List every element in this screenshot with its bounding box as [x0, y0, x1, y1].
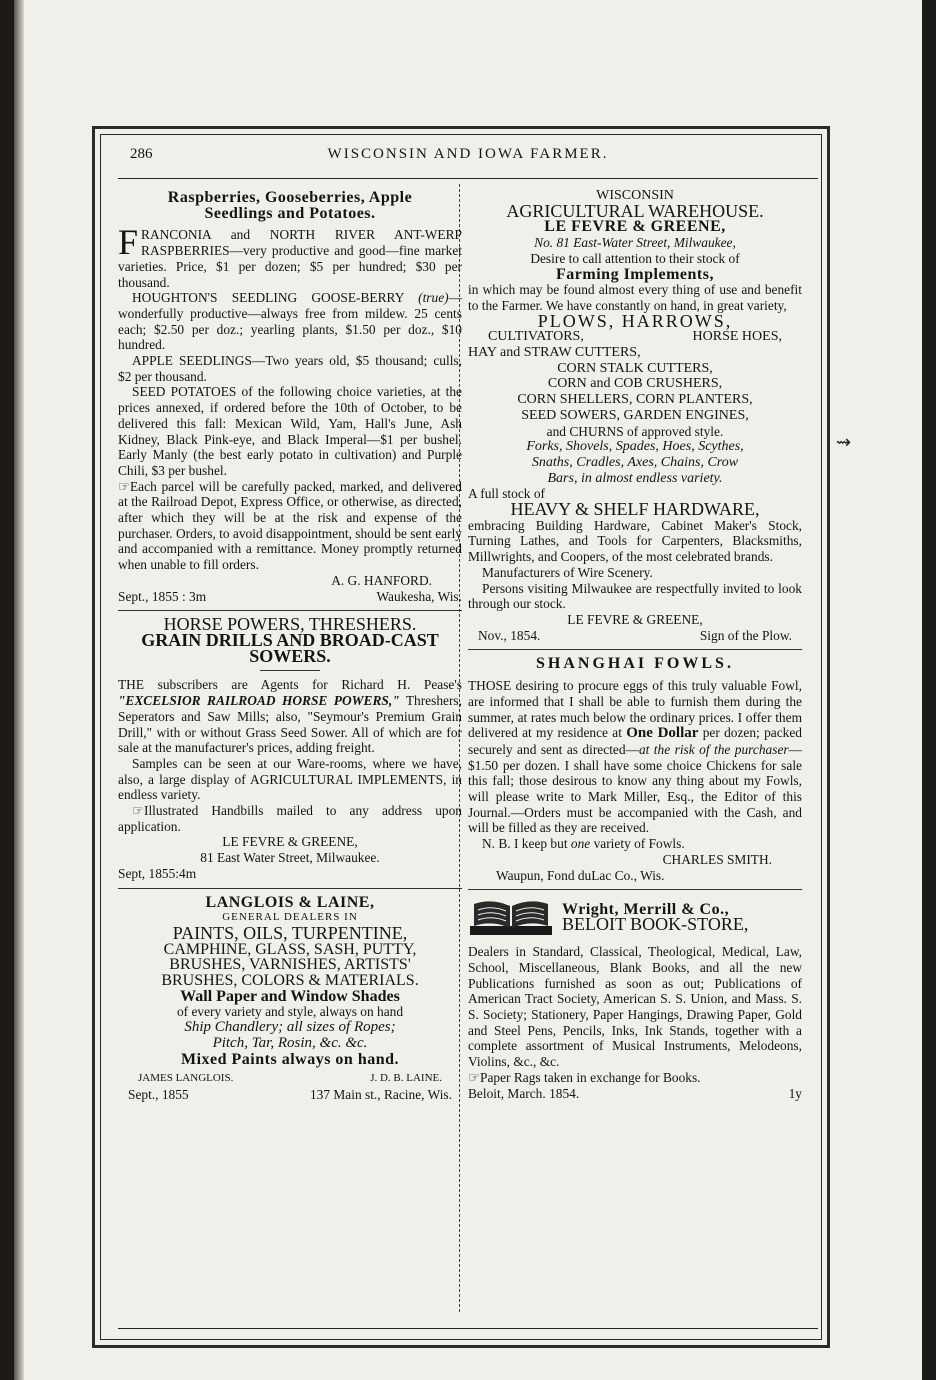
ad-line: CORN and COB CRUSHERS, — [547, 376, 723, 392]
short-rule — [260, 670, 320, 671]
ad-signer: A. G. HANFORD. — [331, 572, 432, 588]
ad-footer — [468, 628, 802, 644]
text-run: Threshers, Seperators and Saw Mills; also, "Seymour's Premium Grain Drill," with or without Grass Seed Sower. All of which are for sale at the manufacturer's prices, adding freight. — [118, 693, 462, 756]
ad-date: Sept., 1855 — [128, 1086, 189, 1102]
ad-date: Sept., 1855 : 3m — [118, 588, 207, 604]
page-header — [118, 146, 818, 168]
ad-footer — [118, 1087, 462, 1103]
ad-line: Forks, Shovels, Spades, Hoes, Scythes, — [526, 439, 744, 455]
ad-store: BELOIT BOOK-STORE, — [562, 914, 749, 935]
ad-masthead-text — [562, 902, 748, 933]
ad-line — [468, 329, 802, 345]
ad-paragraph: ☞Each parcel will be carefully packed, marked, and delivered at the Railroad Depot, Express Office, or otherwise, as directed, after which they will be at the risk and expense of the purchaser. Orders, to avoid disappointment, should be sent early and accompanied with a remittance. Money promptly returned when unable to fill orders. — [118, 478, 462, 573]
ad-line: Desire to call attention to their stock of — [530, 250, 740, 266]
ad-paragraph: embracing Building Hardware, Cabinet Maker's Stock, Turning Lathes, and Tools for Carpenters, Blacksmiths, Millwrights, and Coopers, of the most celebrated brands. — [468, 517, 802, 565]
ad-heading: GRAIN DRILLS AND BROAD-CAST SOWERS. — [141, 629, 439, 666]
bottom-rule — [118, 1328, 818, 1329]
ad-paragraph: APPLE SEEDLINGS—Two years old, $5 thousand; culls, $2 per thousand. — [118, 353, 462, 384]
ad-line: Pitch, Tar, Rosin, &c. &c. — [212, 1034, 368, 1051]
running-title: WISCONSIN AND IOWA FARMER. — [327, 146, 609, 162]
ad-signer: LE FEVRE & GREENE, — [222, 834, 358, 850]
ad-address: 81 East Water Street, Milwaukee. — [200, 850, 380, 866]
text-run: (true) — [418, 290, 449, 306]
ad-footer — [118, 589, 462, 605]
ad-place: Waupun, Fond duLac Co., Wis. — [496, 867, 665, 883]
text-run: at the risk of the purchaser — [638, 741, 789, 757]
ad-signer: CHARLES SMITH. — [662, 851, 772, 867]
ad-date: Nov., 1854. — [478, 627, 541, 643]
ad-firm: LE FEVRE & GREENE, — [544, 218, 726, 236]
ad-line: HAY and STRAW CUTTERS, — [468, 345, 641, 361]
ad-heading: Seedlings and Potatoes. — [204, 204, 376, 222]
ad-place: Waukesha, Wis. — [376, 588, 462, 604]
ad-line: Wall Paper and Window Shades — [180, 987, 400, 1005]
header-rule — [118, 178, 818, 179]
ad-separator — [468, 649, 802, 650]
ad-line: BRUSHES, VARNISHES, ARTISTS' — [169, 956, 411, 974]
text-run: THE subscribers are Agents for Richard H. Pease's — [118, 677, 462, 693]
ad-shanghai — [468, 656, 802, 883]
text-run: One Dollar — [626, 725, 699, 742]
text-run: one — [570, 836, 591, 852]
ad-line: Snaths, Cradles, Axes, Chains, Crow — [531, 454, 739, 470]
text-run: per dozen; packed securely and sent as directed— — [468, 725, 802, 757]
ad-line: A full stock of — [468, 486, 545, 502]
text-run: CULTIVATORS, — [488, 329, 584, 345]
left-column — [118, 190, 462, 1103]
ad-signer: LE FEVRE & GREENE, — [567, 611, 703, 627]
text-run: —$1.50 per dozen. I shall have some choice Chickens for sale this fall; those desirous to know any thing about my Fowls, will please write to Mark Miller, Esq., the Editor of this Journal.—Orders must be accompanied with the Cash, and will be filled as they are received. — [468, 741, 802, 836]
ad-line: SEED SOWERS, GARDEN ENGINES, — [521, 407, 749, 423]
ad-paragraph: ☞Illustrated Handbills mailed to any address upon application. — [118, 803, 462, 834]
ad-line: and CHURNS of approved style. — [546, 423, 724, 439]
ad-name: JAMES LANGLOIS. — [138, 1072, 234, 1085]
ad-firm: Wright, Merrill & Co., — [562, 900, 730, 918]
text-run: N. B. I keep but — [482, 836, 571, 852]
ad-subheading: GENERAL DEALERS IN — [222, 911, 358, 924]
ad-paragraph — [118, 290, 462, 353]
ad-line: of every variety and style, always on hand — [176, 1004, 404, 1020]
ad-paragraph: FRANCONIA and NORTH RIVER ANT-WERP RASPBERRIES—very productive and good—fine market varieties. Price, $1 per dozen; $5 per hundred; $30 per thousand. — [118, 222, 462, 290]
ad-line: Farming Implements, — [556, 265, 714, 283]
ad-line: CORN STALK CUTTERS, — [557, 360, 713, 376]
ad-separator — [118, 888, 462, 889]
ad-separator — [468, 889, 802, 890]
ad-name: J. D. B. LAINE. — [370, 1072, 442, 1085]
ad-line: Mixed Paints always on hand. — [180, 1050, 400, 1068]
text-run: THOSE desiring to procure eggs of this truly valuable Fowl, are informed that I shall be able to furnish them during the summer, at rates much below the ordinary prices. I offer them delivered at my residence at — [468, 678, 802, 741]
text-run: HORSE HOES, — [692, 329, 782, 345]
ad-date: Beloit, March. 1854. — [468, 1085, 580, 1101]
ad-separator — [118, 610, 462, 611]
ad-heading: AGRICULTURAL WAREHOUSE. — [506, 200, 764, 221]
ad-heading: LANGLOIS & LAINE, — [205, 893, 375, 911]
page-binding-edge — [14, 0, 24, 1380]
ad-horse-powers — [118, 614, 462, 881]
ad-heading: Raspberries, Gooseberries, Apple — [167, 189, 413, 206]
ad-paragraph — [468, 678, 802, 836]
text-run: HOUGHTON'S SEEDLING GOOSE-BERRY — [132, 290, 419, 306]
text-run: "EXCELSIOR RAILROAD HORSE POWERS," — [118, 693, 400, 709]
ad-langlois — [118, 895, 462, 1103]
ad-heading: WISCONSIN — [596, 188, 674, 203]
ad-paragraph: SEED POTATOES of the following choice varieties, at the prices annexed, if ordered before the 10th of October, to be delivered this fall: Mexican Wild, Yam, Hall's June, Ash Kidney, Black Pink-eye, and Black Imperal—$1 per bushel. Early Manly (the best early potato in cultivation) and Purple Chili, $3 per bushel. — [118, 384, 462, 478]
ad-heading: HORSE POWERS, THRESHERS. — [163, 614, 417, 635]
ad-line: PAINTS, OILS, TURPENTINE, — [172, 922, 408, 943]
ad-wright — [468, 896, 802, 1101]
ad-line: Ship Chandlery; all sizes of Ropes; — [184, 1019, 396, 1036]
ad-paragraph — [118, 677, 462, 756]
ad-line: Bars, in almost endless variety. — [547, 470, 723, 486]
ad-line: HEAVY & SHELF HARDWARE, — [510, 499, 760, 520]
ad-date: Sept, 1855:4m — [118, 865, 197, 881]
ad-line: PLOWS, HARROWS, — [537, 310, 733, 331]
open-book-icon — [468, 896, 554, 938]
text-run: variety of Fowls. — [590, 836, 685, 852]
ad-address: 137 Main st., Racine, Wis. — [309, 1086, 452, 1102]
ad-paragraph: Manufacturers of Wire Scenery. — [482, 564, 653, 580]
ad-paragraph — [468, 836, 802, 852]
ad-paragraph: Dealers in Standard, Classical, Theological, Medical, Law, School, Miscellaneous, Blank Books, and all the new Publications furnished as soon as out; Publications of American Tract Society, American S. S. Union, and Mass. S. S. Society; Stationery, Paper Hangings, Drawing Paper, Gold and Steel Pens, Pencils, Inks, Ink Stands, together with a complete assortment of Musical Instruments, Melodeons, Violins, &c., &c. — [468, 944, 802, 1070]
ad-line: BRUSHES, COLORS & MATERIALS. — [161, 972, 419, 990]
ad-line: CORN SHELLERS, CORN PLANTERS, — [517, 392, 753, 408]
ad-heading: SHANGHAI FOWLS. — [536, 655, 734, 673]
margin-pointer-mark: ⇝ — [836, 432, 852, 452]
text-run: —wonderfully productive—always free from mildew. 25 cents each; $2.50 per doz.; yearling plants, $1.50 per doz., $10 hundred. — [118, 290, 462, 353]
ad-paragraph: Persons visiting Milwaukee are respectfully invited to look through our stock. — [468, 580, 802, 612]
ad-term: 1y — [788, 1085, 802, 1101]
ad-sign: Sign of the Plow. — [699, 627, 792, 643]
ad-names — [118, 1067, 462, 1087]
ad-paragraph: in which may be found almost every thing of use and benefit to the Farmer. We have constantly on hand, in great variety, — [468, 282, 802, 313]
ad-paragraph: ☞Paper Rags taken in exchange for Books. — [468, 1069, 701, 1085]
ad-hanford — [118, 190, 462, 604]
ad-footer — [468, 1086, 802, 1102]
page-number: 286 — [130, 146, 153, 162]
ad-warehouse — [468, 188, 802, 643]
ad-address: No. 81 East-Water Street, Milwaukee, — [534, 235, 736, 251]
ad-paragraph: Samples can be seen at our Ware-rooms, where we have, also, a large display of AGRICULTURAL IMPLEMENTS, in endless variety. — [118, 755, 462, 803]
right-column — [468, 188, 802, 1101]
ad-masthead — [468, 896, 802, 938]
ad-line: CAMPHINE, GLASS, SASH, PUTTY, — [163, 940, 417, 958]
